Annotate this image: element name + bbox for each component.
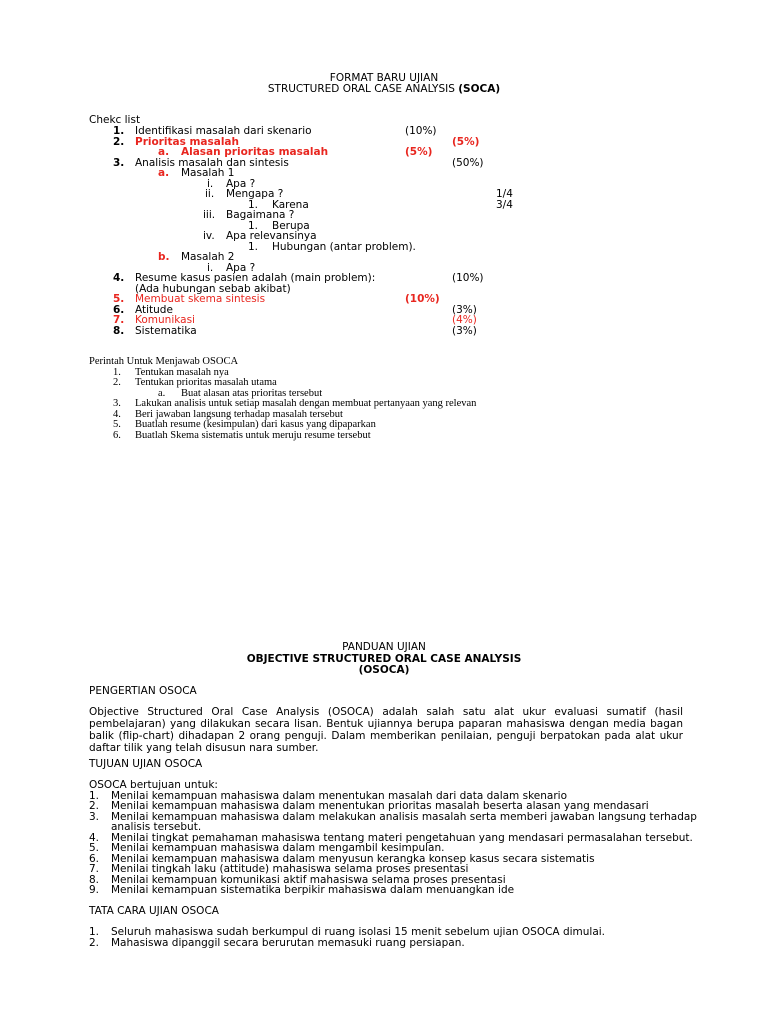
checklist-item-text: Apa ? xyxy=(226,178,256,190)
checklist-num: a. xyxy=(158,146,170,158)
tujuan-num: 1. xyxy=(89,790,100,802)
perintah-item: Lakukan analisis untuk setiap masalah dengan membuat pertanyaan yang relevan xyxy=(135,398,477,409)
tujuan-num: 4. xyxy=(89,832,100,844)
pengertian-paragraph: Objective Structured Oral Case Analysis (OSOCA) adalah salah satu alat ukur evaluasi sumatif (hasil pembelajaran) yang dilakukan secara lisan. Bentuk ujiannya berupa paparan mahasiswa dengan media bagan balik (flip-chart) dihadapan 2 orang penguji. Dalam memberikan penilaian, penguji berpatokan pada alat ukur daftar tilik yang telah disusun nara sumber. xyxy=(89,706,683,754)
checklist-item-text: Prioritas masalah xyxy=(135,136,239,148)
checklist-weight: (3%) xyxy=(452,304,477,316)
checklist-num: 1. xyxy=(248,199,259,211)
checklist-num: 1. xyxy=(113,125,125,137)
checklist-num: 2. xyxy=(113,136,125,148)
osoca-abbrev: (OSOCA) xyxy=(358,664,410,676)
checklist-item-text: Masalah 2 xyxy=(181,251,235,263)
tatacara-num: 2. xyxy=(89,937,100,949)
checklist-item-text: Masalah 1 xyxy=(181,167,235,179)
tujuan-heading: TUJUAN UJIAN OSOCA xyxy=(89,758,203,770)
checklist-num: b. xyxy=(158,251,170,263)
checklist-num: 1. xyxy=(248,220,259,232)
tujuan-item-cont: analisis tersebut. xyxy=(111,821,202,833)
soca-title-text: STRUCTURED ORAL CASE ANALYSIS xyxy=(267,83,459,95)
soca-title-abbrev: (SOCA) xyxy=(458,83,501,95)
perintah-num: 4. xyxy=(113,409,121,420)
tatacara-heading: TATA CARA UJIAN OSOCA xyxy=(89,905,219,917)
checklist-item-text: Komunikasi xyxy=(135,314,195,326)
tujuan-item: Menilai tingkah laku (attitude) mahasiswa selama proses presentasi xyxy=(111,863,469,875)
checklist-num: ii. xyxy=(205,188,215,200)
tujuan-item: Menilai kemampuan mahasiswa dalam menentukan masalah dari data dalam skenario xyxy=(111,790,568,802)
checklist-item-note: (Ada hubungan sebab akibat) xyxy=(135,283,291,295)
checklist-num: iii. xyxy=(203,209,216,221)
checklist-num: 8. xyxy=(113,325,125,337)
checklist-num: 5. xyxy=(113,293,125,305)
perintah-item: Tentukan masalah nya xyxy=(135,367,229,378)
tujuan-item: Menilai kemampuan komunikasi aktif mahasiswa selama proses presentasi xyxy=(111,874,506,886)
checklist-item-text: Berupa xyxy=(272,220,310,232)
tujuan-num: 2. xyxy=(89,800,100,812)
perintah-num: 3. xyxy=(113,398,121,409)
checklist-num: iv. xyxy=(203,230,215,242)
format-title: FORMAT BARU UJIAN xyxy=(329,72,439,84)
checklist-weight: (3%) xyxy=(452,325,477,337)
checklist-num: 7. xyxy=(113,314,125,326)
checklist-num: i. xyxy=(207,262,214,274)
checklist-item-text: Atitude xyxy=(135,304,173,316)
pengertian-heading: PENGERTIAN OSOCA xyxy=(89,685,197,697)
perintah-item: Buatlah Skema sistematis untuk meruju resume tersebut xyxy=(135,430,371,441)
perintah-item: Buatlah resume (kesimpulan) dari kasus yang dipaparkan xyxy=(135,419,376,430)
checklist-heading: Chekc list xyxy=(89,114,141,126)
perintah-item: Tentukan prioritas masalah utama xyxy=(135,377,277,388)
checklist-weight: (10%) xyxy=(405,125,437,137)
tujuan-num: 6. xyxy=(89,853,100,865)
perintah-num: a. xyxy=(158,388,166,399)
tujuan-item: Menilai kemampuan mahasiswa dalam mengambil kesimpulan. xyxy=(111,842,445,854)
checklist-item-text: Resume kasus pasien adalah (main problem): xyxy=(135,272,376,284)
checklist-item-text: Alasan prioritas masalah xyxy=(181,146,329,158)
tujuan-item: Menilai kemampuan sistematika berpikir mahasiswa dalam menuangkan ide xyxy=(111,884,515,896)
tujuan-num: 7. xyxy=(89,863,100,875)
tujuan-num: 3. xyxy=(89,811,100,823)
checklist-num: 4. xyxy=(113,272,125,284)
tatacara-item: Mahasiswa dipanggil secara berurutan memasuki ruang persiapan. xyxy=(111,937,465,949)
checklist-weight: (4%) xyxy=(452,314,477,326)
perintah-item: Beri jawaban langsung terhadap masalah tersebut xyxy=(135,409,343,420)
checklist-weight: (50%) xyxy=(452,157,484,169)
soca-title xyxy=(0,83,768,95)
perintah-item: Buat alasan atas prioritas tersebut xyxy=(181,388,323,399)
tatacara-item: Seluruh mahasiswa sudah berkumpul di ruang isolasi 15 menit sebelum ujian OSOCA dimulai. xyxy=(111,926,606,938)
checklist-weight: (10%) xyxy=(452,272,484,284)
checklist-item-text: Hubungan (antar problem). xyxy=(272,241,416,253)
checklist-item-text: Membuat skema sintesis xyxy=(135,293,266,305)
perintah-heading: Perintah Untuk Menjawab OSOCA xyxy=(89,356,239,367)
checklist-weight: (5%) xyxy=(452,136,480,148)
checklist-item-text: Identifikasi masalah dari skenario xyxy=(135,125,312,137)
checklist-item-text: Apa relevansinya xyxy=(226,230,317,242)
checklist-weight: (5%) xyxy=(405,146,433,158)
tujuan-num: 8. xyxy=(89,874,100,886)
checklist-fraction: 3/4 xyxy=(496,199,513,211)
tujuan-item: Menilai kemampuan mahasiswa dalam menentukan prioritas masalah beserta alasan yang mendasari xyxy=(111,800,649,812)
perintah-num: 2. xyxy=(113,377,121,388)
checklist-item-text: Bagaimana ? xyxy=(226,209,295,221)
osoca-title: OBJECTIVE STRUCTURED ORAL CASE ANALYSIS xyxy=(246,653,522,665)
checklist-item-text: Apa ? xyxy=(226,262,256,274)
tujuan-item: Menilai kemampuan mahasiswa dalam menyusun kerangka konsep kasus secara sistematis xyxy=(111,853,595,865)
checklist-item-text: Karena xyxy=(272,199,309,211)
tujuan-num: 9. xyxy=(89,884,100,896)
tujuan-num: 5. xyxy=(89,842,100,854)
checklist-num: 1. xyxy=(248,241,259,253)
tujuan-item: Menilai kemampuan mahasiswa dalam melakukan analisis masalah serta memberi jawaban langsung terhadap xyxy=(111,811,697,823)
checklist-item-text: Analisis masalah dan sintesis xyxy=(135,157,289,169)
tujuan-item: Menilai tingkat pemahaman mahasiswa tentang materi pengetahuan yang mendasari permasalahan tersebut. xyxy=(111,832,693,844)
checklist-num: a. xyxy=(158,167,170,179)
tatacara-num: 1. xyxy=(89,926,100,938)
checklist-fraction: 1/4 xyxy=(496,188,513,200)
checklist-item-text: Mengapa ? xyxy=(226,188,284,200)
perintah-num: 5. xyxy=(113,419,121,430)
checklist-weight: (10%) xyxy=(405,293,440,305)
perintah-num: 1. xyxy=(113,367,121,378)
checklist-num: 6. xyxy=(113,304,125,316)
tujuan-intro: OSOCA bertujuan untuk: xyxy=(89,779,218,791)
checklist-item-text: Sistematika xyxy=(135,325,197,337)
perintah-num: 6. xyxy=(113,430,121,441)
panduan-title: PANDUAN UJIAN xyxy=(342,641,426,653)
checklist-num: 3. xyxy=(113,157,125,169)
checklist-num: i. xyxy=(207,178,214,190)
